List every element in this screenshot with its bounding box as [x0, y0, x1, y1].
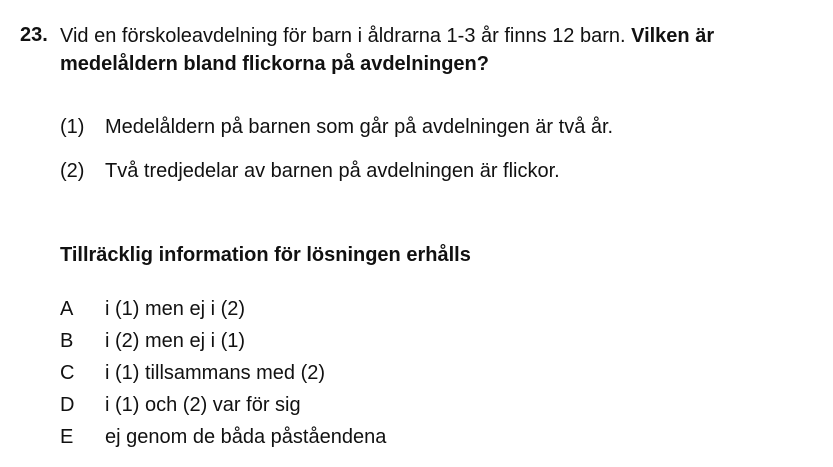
question-text-plain: Vid en förskoleavdelning för barn i åldrarna 1-3 år finns 12 barn.: [60, 25, 632, 47]
info-heading: Tillräcklig information för lösningen erhålls: [60, 244, 471, 266]
option-a[interactable]: [60, 296, 386, 328]
option-text: i (1) tillsammans med (2): [105, 362, 326, 384]
question-number: 23.: [20, 24, 48, 46]
option-e[interactable]: [60, 424, 386, 456]
option-text: ej genom de båda påståendena: [105, 426, 387, 448]
statement-2: [60, 158, 560, 184]
option-letter: A: [60, 298, 74, 320]
option-b[interactable]: [60, 328, 386, 360]
statement-number: (2): [60, 160, 85, 182]
option-letter: D: [60, 394, 75, 416]
option-text: i (2) men ej i (1): [105, 330, 246, 352]
option-text: i (1) men ej i (2): [105, 298, 246, 320]
option-text: i (1) och (2) var för sig: [105, 394, 301, 416]
statement-text: Medelåldern på barnen som går på avdelningen är två år.: [105, 116, 614, 138]
answer-options: [60, 296, 386, 456]
question-text-bold: Vilken är medelåldern bland flickorna på avdelningen?: [60, 25, 715, 75]
statement-1: [60, 114, 613, 140]
option-letter: C: [60, 362, 75, 384]
option-c[interactable]: [60, 360, 386, 392]
option-letter: E: [60, 426, 74, 448]
statement-text: Två tredjedelar av barnen på avdelningen är flickor.: [105, 160, 560, 182]
option-d[interactable]: [60, 392, 386, 424]
option-letter: B: [60, 330, 74, 352]
statement-number: (1): [60, 116, 85, 138]
question-text: [60, 22, 826, 78]
